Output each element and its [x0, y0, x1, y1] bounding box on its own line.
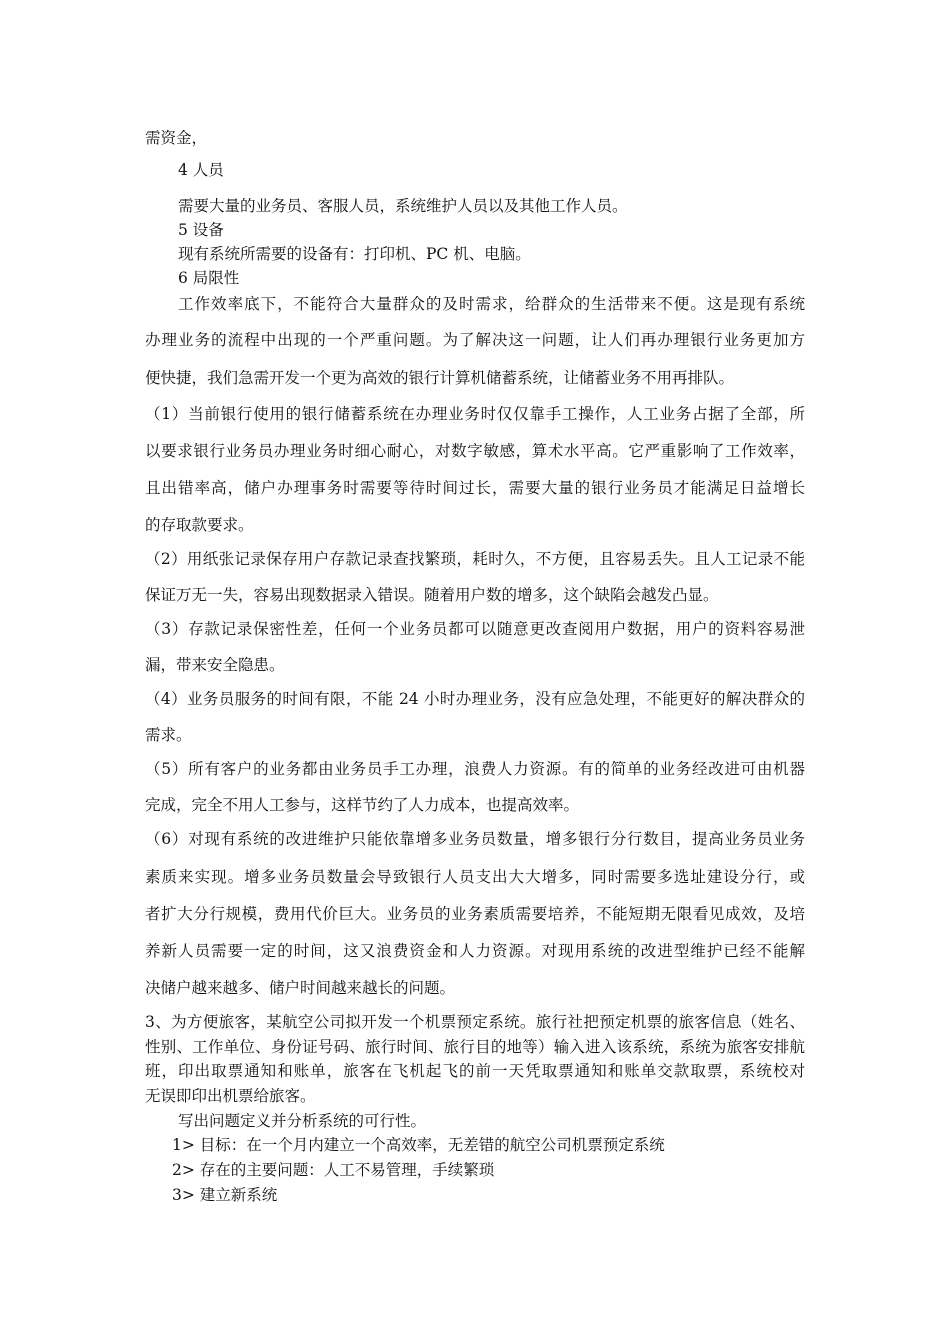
text-line: （4）业务员服务的时间有限，不能 24 小时办理业务，没有应急处理，不能更好的解决群众的	[145, 690, 805, 708]
text-line: 养新人员需要一定的时间，这又浪费资金和人力资源。对现用系统的改进型维护已经不能解	[145, 942, 805, 960]
list-item: 1> 目标：在一个月内建立一个高效率，无差错的航空公司机票预定系统	[172, 1136, 665, 1154]
text-line: 需求。	[145, 726, 192, 744]
text-line: 班，印出取票通知和账单，旅客在飞机起飞的前一天凭取票通知和账单交款取票，系统校对	[145, 1062, 805, 1080]
text-line: 便快捷，我们急需开发一个更为高效的银行计算机储蓄系统，让储蓄业务不用再排队。	[145, 369, 735, 387]
section-heading: 6 局限性	[178, 269, 240, 287]
text-line: 且出错率高，储户办理事务时需要等待时间过长，需要大量的银行业务员才能满足日益增长	[145, 479, 805, 497]
text-line: 3、为方便旅客，某航空公司拟开发一个机票预定系统。旅行社把预定机票的旅客信息（姓名、	[145, 1013, 805, 1031]
text-line: （3）存款记录保密性差，任何一个业务员都可以随意更改查阅用户数据，用户的资料容易泄	[145, 620, 805, 638]
list-item: 3> 建立新系统	[172, 1186, 278, 1204]
text-line: （6）对现有系统的改进维护只能依靠增多业务员数量，增多银行分行数目，提高业务员业务	[145, 830, 805, 848]
text-line: 现有系统所需要的设备有：打印机、PC 机、电脑。	[178, 245, 531, 263]
text-line: （2）用纸张记录保存用户存款记录查找繁琐，耗时久，不方便，且容易丢失。且人工记录不能	[145, 550, 805, 568]
text-line: 需资金，	[145, 129, 208, 147]
text-line: 性别、工作单位、身份证号码、旅行时间、旅行目的地等）输入进入该系统，系统为旅客安排航	[145, 1038, 805, 1056]
list-item: 2> 存在的主要问题：人工不易管理，手续繁琐	[172, 1161, 495, 1179]
section-heading: 5 设备	[178, 221, 224, 239]
text-line: 保证万无一失，容易出现数据录入错误。随着用户数的增多，这个缺陷会越发凸显。	[145, 586, 719, 604]
text-line: 素质来实现。增多业务员数量会导致银行人员支出大大增多，同时需要多选址建设分行，或	[145, 868, 805, 886]
text-line: 需要大量的业务员、客服人员，系统维护人员以及其他工作人员。	[178, 197, 628, 215]
text-line: 的存取款要求。	[145, 516, 254, 534]
section-heading: 4 人员	[178, 161, 224, 179]
text-line: 无误即印出机票给旅客。	[145, 1087, 316, 1105]
text-line: 工作效率底下，不能符合大量群众的及时需求，给群众的生活带来不便。这是现有系统	[178, 295, 805, 313]
text-line: 以要求银行业务员办理业务时细心耐心，对数字敏感，算术水平高。它严重影响了工作效率，	[145, 442, 805, 460]
text-line: （5）所有客户的业务都由业务员手工办理，浪费人力资源。有的简单的业务经改进可由机器	[145, 760, 805, 778]
text-line: 者扩大分行规模，费用代价巨大。业务员的业务素质需要培养，不能短期无限看见成效，及培	[145, 905, 805, 923]
text-line: 完成，完全不用人工参与，这样节约了人力成本，也提高效率。	[145, 796, 580, 814]
text-line: （1）当前银行使用的银行储蓄系统在办理业务时仅仅靠手工操作，人工业务占据了全部，所	[145, 405, 805, 423]
text-line: 办理业务的流程中出现的一个严重问题。为了解决这一问题，让人们再办理银行业务更加方	[145, 331, 805, 349]
text-line: 写出问题定义并分析系统的可行性。	[178, 1112, 427, 1130]
text-line: 漏，带来安全隐患。	[145, 656, 285, 674]
text-line: 决储户越来越多、储户时间越来越长的问题。	[145, 979, 456, 997]
